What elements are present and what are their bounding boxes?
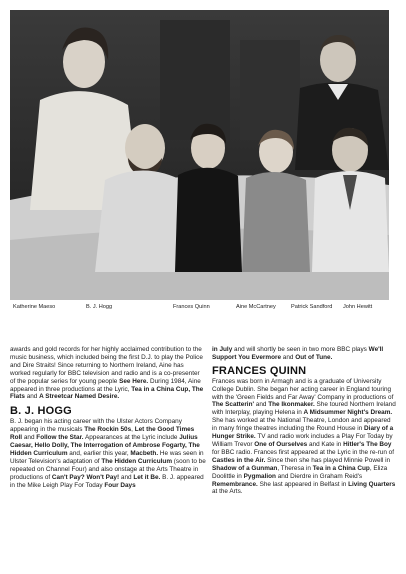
caption-patrick-sandford: Patrick Sandford (291, 304, 333, 310)
frances-quinn-bio: Frances was born in Armagh and is a graduate of University College Dublin. She began her acting career in England touring with the 'Green Fields and Far Away' Company in productions of The Scatterin' and The Ikonmaker. She toured Northern Ireland with Interplay, playing Helena in A Midsummer Night's Dream. She has worked at the National Theatre, London and appeared in many fringe theatres including the Round House in Diary of a Hunger Strike. TV and radio work includes a Play For Today by William Trevor One of Ourselves and Kate in Hitler's The Boy for BBC radio. Frances first appeared at the Lyric in the re-run of Castles in the Air. Since then she has played Minnie Powell in Shadow of a Gunman, Theresa in Tea in a China Cup, Eliza Doolittle in Pygmalion and Dierdre in Graham Reid's Remembrance. She last appeared in Belfast in Living Quarters at the Arts. (212, 377, 396, 496)
caption-aine-mccartney: Aine McCartney (236, 304, 276, 310)
caption-john-hewitt: John Hewitt (343, 304, 373, 310)
right-column (212, 346, 396, 496)
bj-hogg-bio-continued: in July and will shortly be seen in two more BBC plays We'll Support You Evermore and Out of Tune. (212, 346, 384, 361)
frances-quinn-heading: FRANCES QUINN (212, 364, 307, 377)
caption-katherine-maeso: Katherine Maeso (13, 304, 56, 310)
cast-photo (10, 10, 389, 300)
bj-hogg-bio: B. J. began his acting career with the Ulster Actors Company appearing in the musicals The Rockin 50s, Let the Good Times Roll and Follow the Star. Appearances at the Lyric include Julius Caesar, Hello Dolly, The Interrogation of Ambrose Fogarty, The Hidden Curriculum and, earlier this year, Macbeth. He was seen in Ulster Television's adaptation of The Hidden Curriculum (soon to be repeated on Channel Four) and also onstage at the Arts Theatre in productions of Can't Pay? Won't Pay! and Let it Be. B. J. appeared in the Mike Leigh Play For Today Four Days (10, 418, 206, 489)
left-column (10, 346, 206, 489)
bj-hogg-heading: B. J. HOGG (10, 405, 72, 418)
aine-bio-continued: awards and gold records for her highly acclaimed contribution to the music business, which included being the first D.J. to play the Police and Dire Straits! Since returning to Northern Ireland, Aine has worked regularly for BBC television and radio and is a co-presenter of the popular series for young people See Here. During 1984, Aine appeared in three productions at the Lyric, Tea in a China Cup, The Flats and A Streetcar Named Desire. (10, 346, 204, 401)
caption-bj-hogg: B. J. Hogg (86, 304, 113, 310)
cast-photo-graphic (10, 10, 389, 300)
caption-frances-quinn: Frances Quinn (173, 304, 210, 310)
